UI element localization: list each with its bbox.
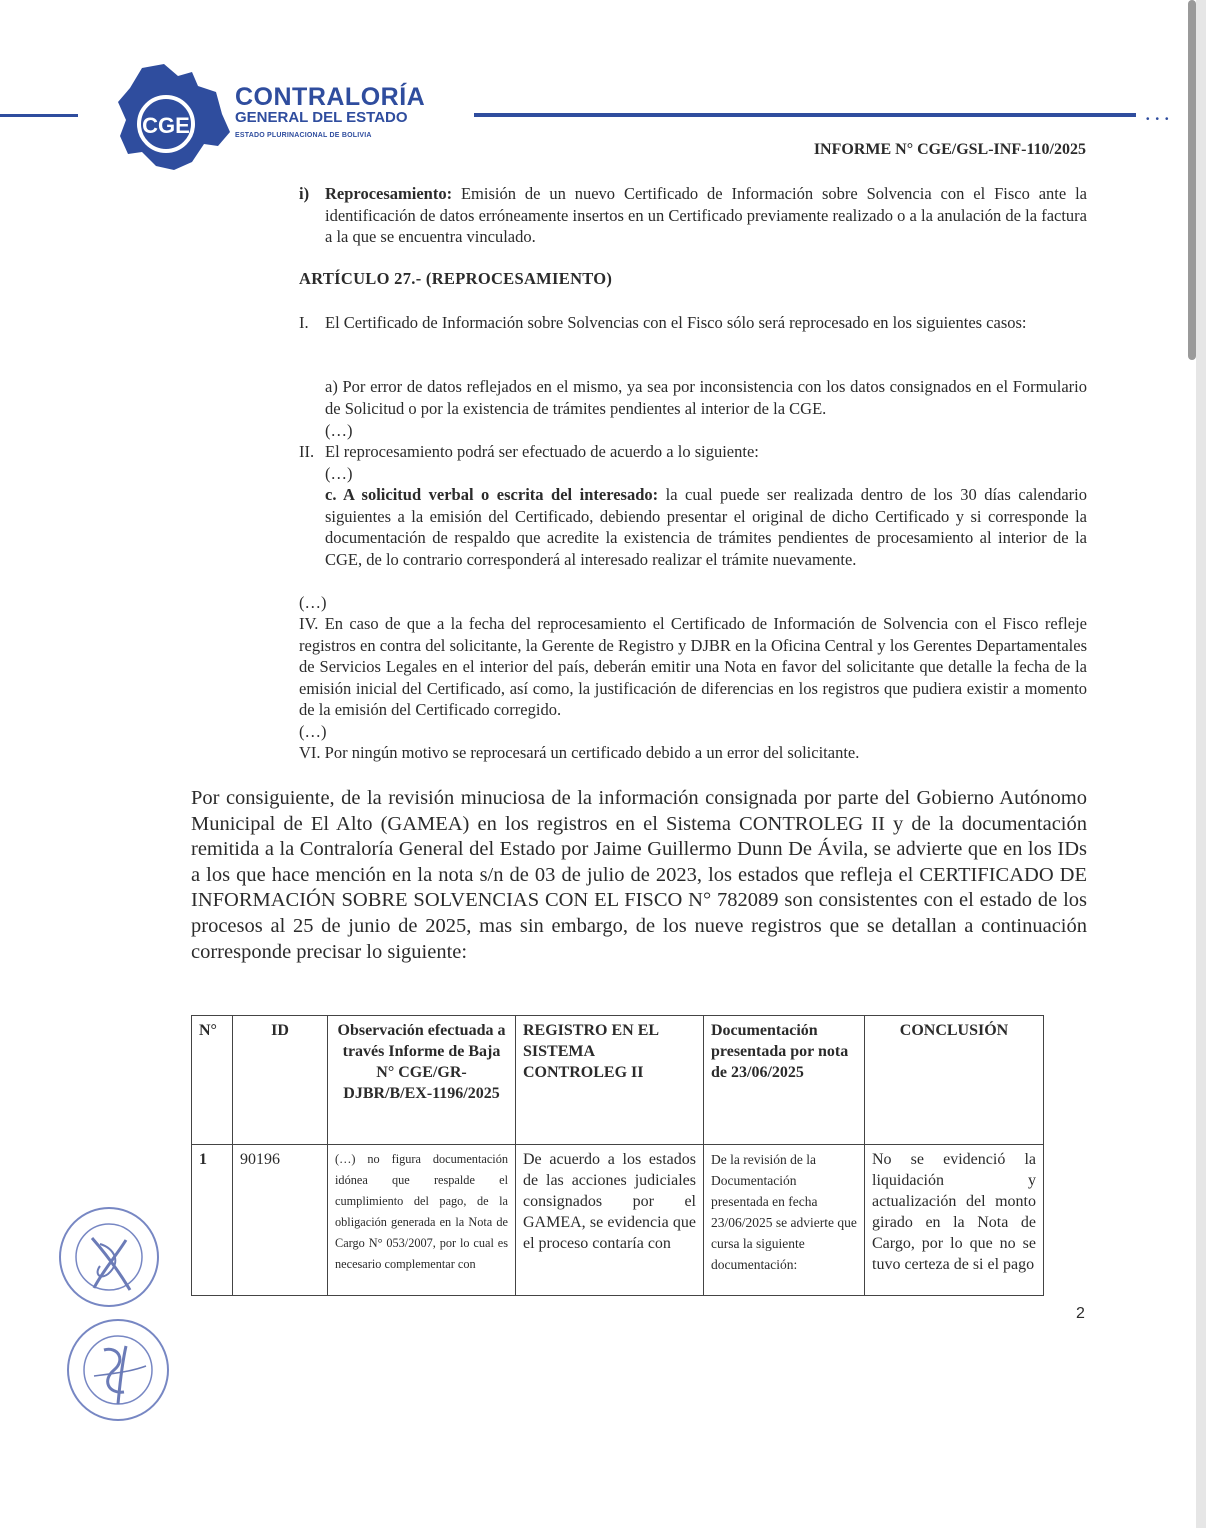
par-a-text: a) Por error de datos reflejados en el mismo, ya sea por inconsistencia con los datos consignados en el Formulario de Solicitud o por la existencia de trámites pendientes al interior de la CGE. — [325, 377, 1087, 418]
ellipsis-4: (…) — [299, 722, 327, 741]
org-name: CONTRALORÍA — [235, 83, 426, 111]
par-IV-text: IV. En caso de que a la fecha del reprocesamiento el Certificado de Información de Solvencia con el Fisco refleje registros en contra del solicitante, la Gerente de Registro y DJBR en la Oficina Central y los Gerentes Departamentales de Servicios Legales en el interior del país, deberán emitir una Nota en favor del solicitante que detalle la fecha de la emisión inicial del Certificado, así como, la justificación de diferencias en los registros que pudiera existir a momento de la emisión del Certificado corregido. — [299, 614, 1087, 719]
official-stamp-2 — [64, 1316, 172, 1429]
header-rule-dots: ••• — [1146, 114, 1175, 125]
col-header-registro: REGISTRO EN EL SISTEMA CONTROLEG II — [516, 1016, 704, 1145]
header-rule-right — [474, 113, 1136, 117]
par-I-text: El Certificado de Información sobre Solvencias con el Fisco sólo será reprocesado en los siguientes casos: — [325, 313, 1027, 332]
scrollbar-thumb[interactable] — [1188, 0, 1196, 360]
col-header-documentation: Documentación presentada por nota de 23/06/2025 — [704, 1016, 865, 1145]
cell-conclusion: No se evidenció la liquidación y actualización del monto girado en la Nota de Cargo, por lo que no se tuvo certeza de si el pago — [865, 1145, 1044, 1296]
report-number: INFORME N° CGE/GSL-INF-110/2025 — [813, 141, 1086, 158]
cge-logo — [112, 62, 232, 174]
header-rule-left — [0, 114, 78, 117]
page-edge — [1196, 0, 1206, 1528]
ellipsis-3: (…) — [299, 593, 327, 612]
col-header-id: ID — [233, 1016, 328, 1145]
cell-observation: (…) no figura documentación idónea que respalde el cumplimiento del pago, de la obligación generada en la Nota de Cargo N° 053/2007, por lo cual es necesario complementar con — [328, 1145, 516, 1296]
organization-name — [235, 84, 425, 139]
ellipsis-1: (…) — [325, 421, 353, 440]
col-header-num: N° — [192, 1016, 233, 1145]
org-country: ESTADO PLURINACIONAL DE BOLIVIA — [235, 132, 372, 139]
main-paragraph: Por consiguiente, de la revisión minuciosa de la información consignada por parte del Gobierno Autónomo Municipal de El Alto (GAMEA) en los registros en el Sistema CONTROLEG II y de la documentación remitida a la Contraloría General del Estado por Jaime Guillermo Dunn De Ávila, se advierte que en los IDs a los que hace mención en la nota s/n de 03 de julio de 2023, los estados que refleja el CERTIFICADO DE INFORMACIÓN SOBRE SOLVENCIAS CON EL FISCO N° 782089 son consistentes con el estado de los procesos al 25 de junio de 2025, mas sin embargo, de los nueve registros que se detallan a continuación corresponde precisar lo siguiente: — [191, 787, 1087, 963]
org-sub: GENERAL DEL ESTADO — [235, 109, 408, 126]
page-number: 2 — [1076, 1305, 1085, 1322]
item-i-marker: i) — [299, 184, 310, 203]
official-stamp-1 — [56, 1204, 162, 1315]
par-c-text: c. A solicitud verbal o escrita del interesado: la cual puede ser realizada dentro de los 30 días calendario siguientes a la emisión del Certificado, debiendo presentar el original de dicho Certificado y si corresponde la documentación de respaldo que acredite la existencia de trámites pendientes de procesamiento al interior de la CGE, de lo contrario corresponderá al interesado realizar el trámite nuevamente. — [325, 485, 1087, 569]
table-header-row — [192, 1016, 1044, 1145]
col-header-observation: Observación efectuada a través Informe de Baja N° CGE/GR-DJBR/B/EX-1196/2025 — [328, 1016, 516, 1145]
table-row — [192, 1145, 1044, 1296]
cell-registro: De acuerdo a los estados de las acciones judiciales consignados por el GAMEA, se evidencia que el proceso contaría con — [516, 1145, 704, 1296]
cell-num: 1 — [192, 1145, 233, 1296]
item-i-text: Reprocesamiento: Emisión de un nuevo Certificado de Información sobre Solvencia con el Fisco ante la identificación de datos erróneamente insertos en un Certificado previamente realizado o a la anulación de la factura a la que se encuentra vinculado. — [325, 184, 1087, 246]
par-I-marker: I. — [299, 313, 309, 332]
par-VI-text: VI. Por ningún motivo se reprocesará un certificado debido a un error del solicitante. — [299, 743, 860, 762]
cell-id: 90196 — [233, 1145, 328, 1296]
article-heading: ARTÍCULO 27.- (REPROCESAMIENTO) — [299, 269, 613, 288]
cell-documentation: De la revisión de la Documentación presentada en fecha 23/06/2025 se advierte que cursa la siguiente documentación: — [704, 1145, 865, 1296]
item-i-title: Reprocesamiento: — [325, 184, 453, 203]
par-II-text: El reprocesamiento podrá ser efectuado de acuerdo a lo siguiente: — [325, 442, 759, 461]
svg-text:CGE: CGE — [142, 113, 190, 138]
par-c-title: c. A solicitud verbal o escrita del interesado: — [325, 485, 659, 504]
par-II-marker: II. — [299, 442, 315, 461]
observations-table — [191, 1015, 1044, 1296]
ellipsis-2: (…) — [325, 464, 353, 483]
col-header-conclusion: CONCLUSIÓN — [865, 1016, 1044, 1145]
